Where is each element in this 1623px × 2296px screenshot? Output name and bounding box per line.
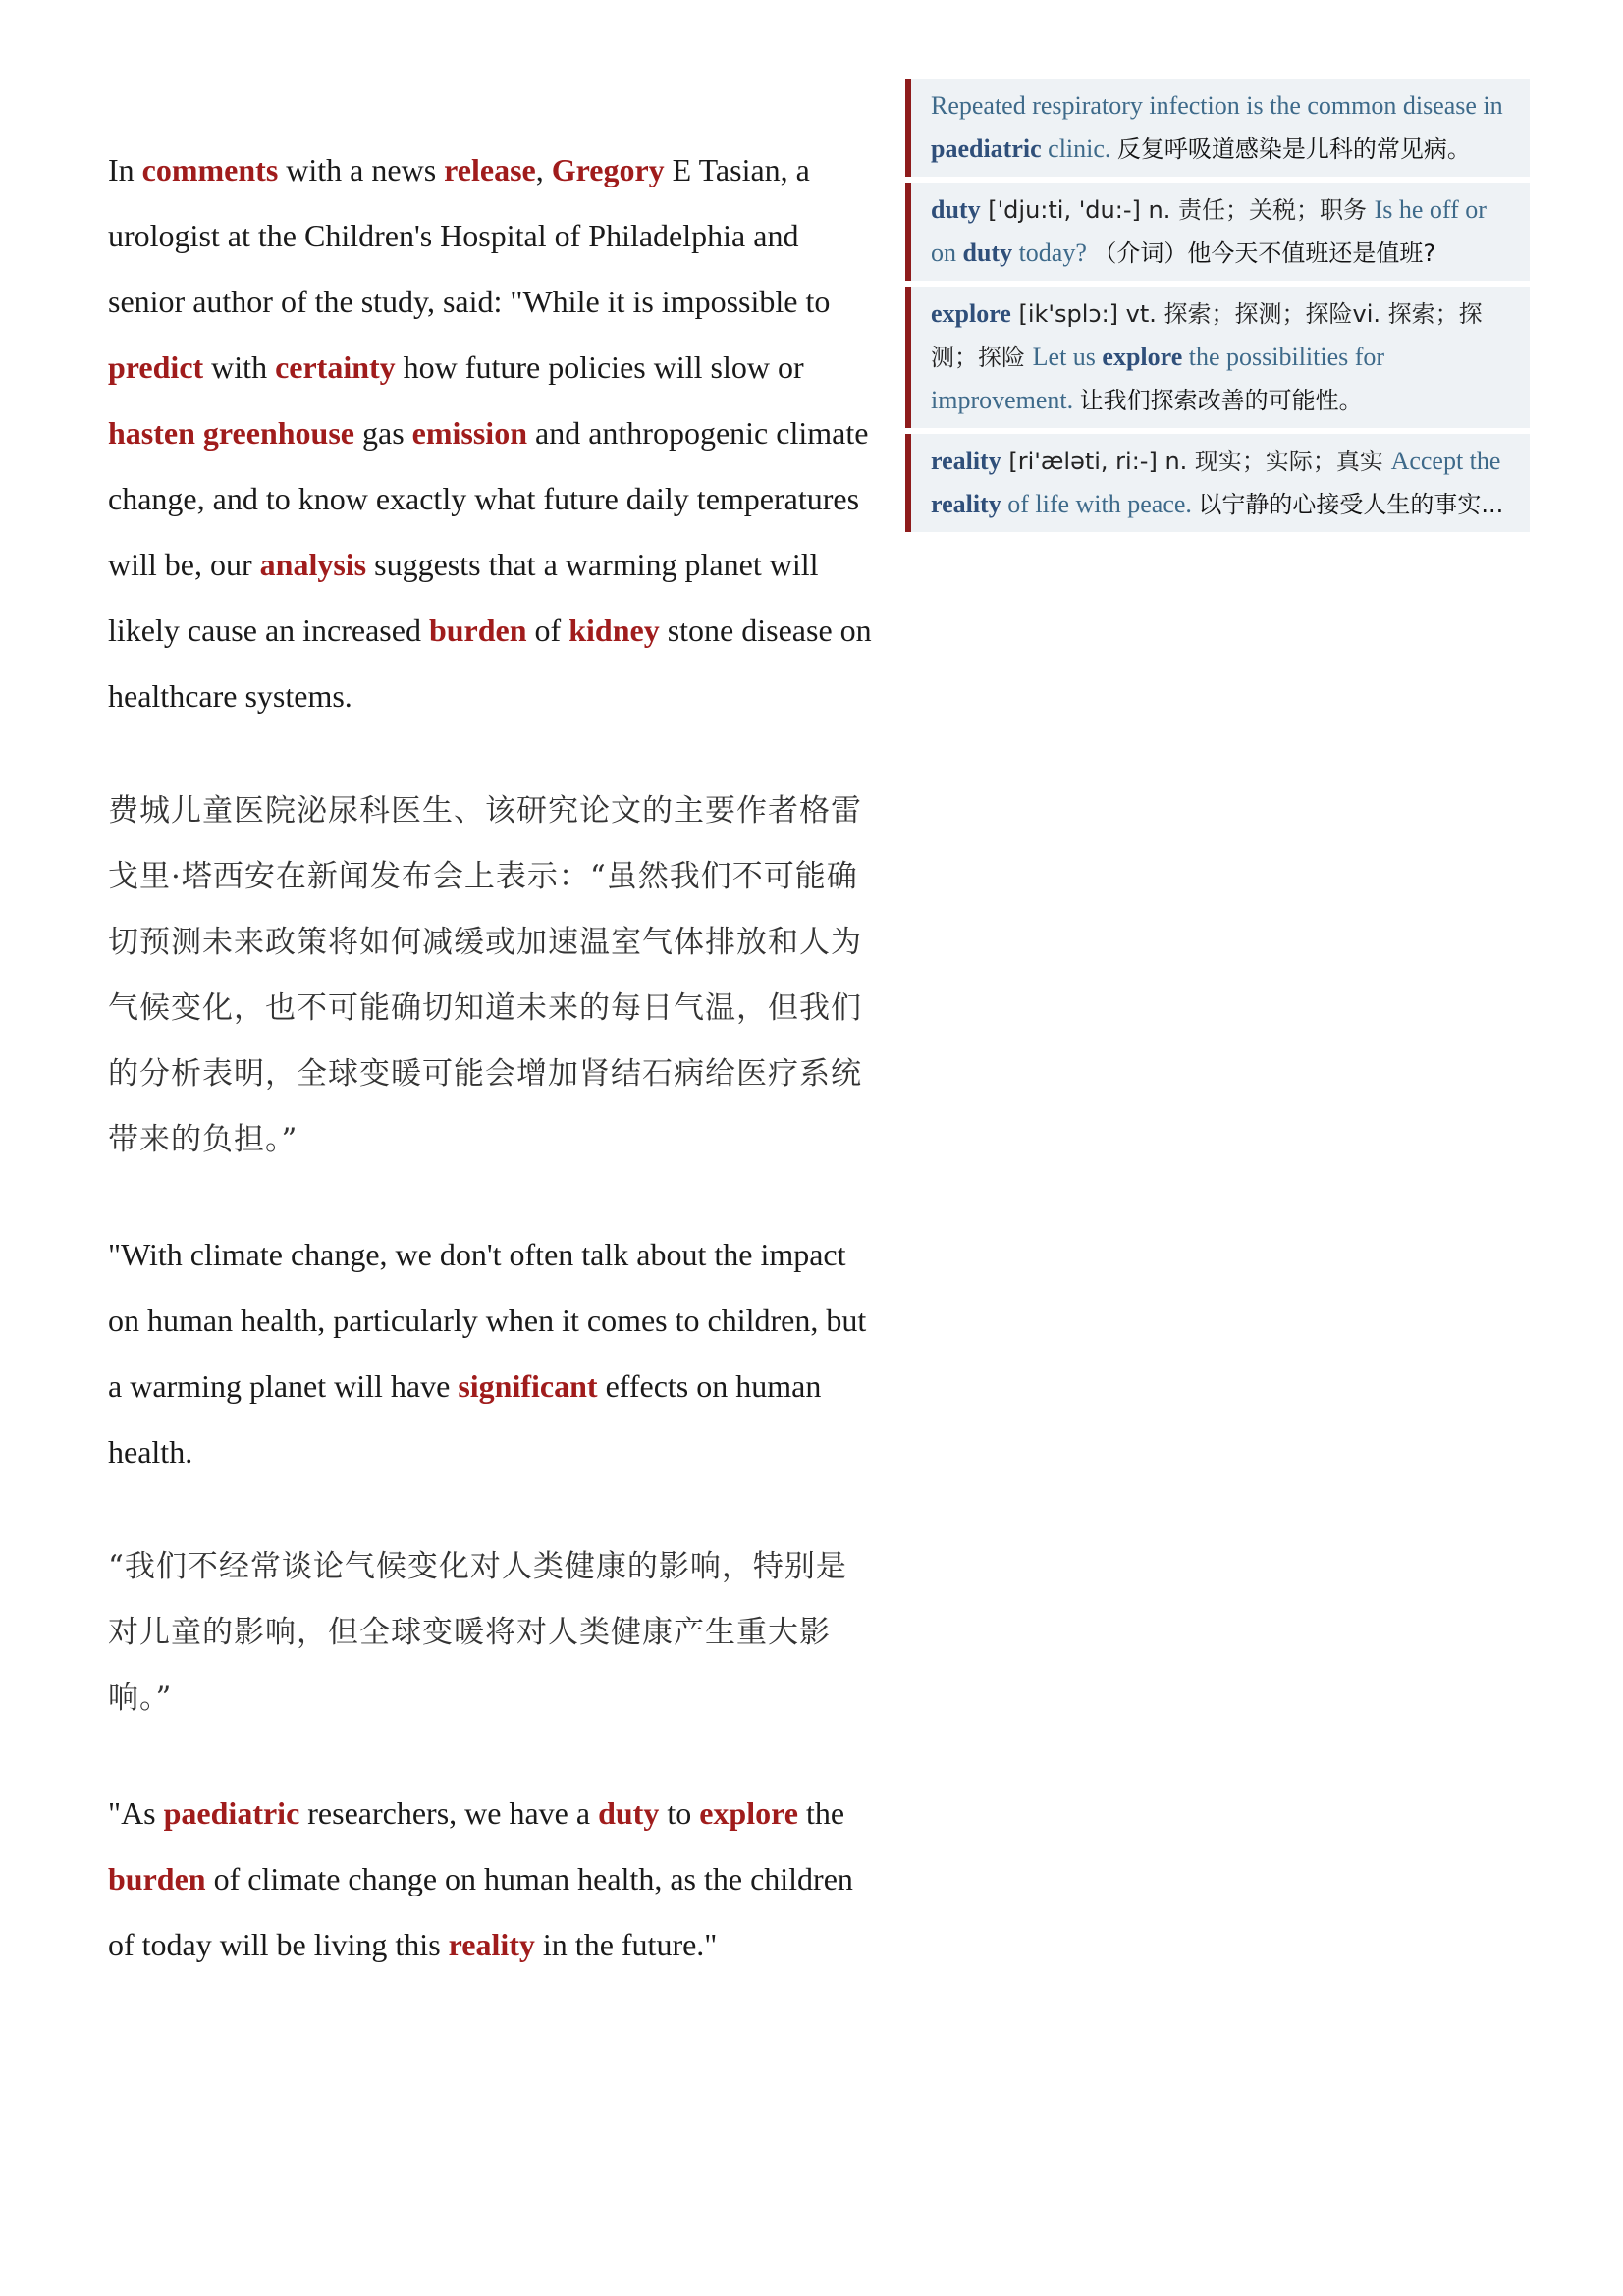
glossary-card-paediatric — [905, 79, 1530, 177]
paragraph-p3 — [108, 1222, 876, 1485]
glossary-example: Let us — [1032, 343, 1103, 371]
glossary-card-explore — [905, 287, 1530, 428]
paragraph-text: "As — [108, 1795, 164, 1831]
glossary-example-keyword: paediatric — [931, 134, 1042, 163]
glossary-example: Is he off or on — [931, 195, 1487, 267]
paragraph-text: effects on human health. — [108, 1368, 822, 1469]
glossary-pronunciation: [ri'æləti, ri:-] — [1001, 448, 1165, 475]
paragraph-text: "With climate change, we don't often talk about the impact on human health, particularly when it comes to children, but a warming planet will have — [108, 1237, 867, 1404]
glossary-example: Repeated respiratory infection is the common disease in — [931, 91, 1503, 120]
highlighted-word: hasten — [108, 415, 195, 451]
glossary-headword: duty — [931, 195, 981, 224]
glossary-pronunciation: [ik'splɔ:] — [1010, 300, 1126, 328]
highlighted-word: explore — [699, 1795, 798, 1831]
paragraph-text: in the future." — [534, 1927, 718, 1962]
glossary-example: today? — [1012, 239, 1094, 267]
paragraph-text: “我们不经常谈论气候变化对人类健康的影响，特别是对儿童的影响，但全球变暖将对人类健康产生重大影响。” — [108, 1549, 847, 1716]
highlighted-word: duty — [598, 1795, 660, 1831]
highlighted-word: analysis — [259, 547, 367, 582]
glossary-definition: n. 责任；关税；职务 — [1148, 196, 1375, 224]
paragraph-text: of climate change on human health, as the children of today will be living this — [108, 1861, 853, 1962]
paragraph-text: 费城儿童医院泌尿科医生、该研究论文的主要作者格雷戈里·塔西安在新闻发布会上表示：“虽然我们不可能确切预测未来政策将如何减缓或加速温室气体排放和人为气候变化，也不可能确切知道未来的每日气温，但我们的分析表明，全球变暖可能会增加肾结石病给医疗系统带来的负担。” — [108, 793, 862, 1157]
glossary-definition: vt. 探索；探测；探险vi. 探索；探测；探险 — [931, 300, 1483, 371]
glossary-headword: reality — [931, 447, 1001, 475]
paragraph-text: to — [659, 1795, 700, 1831]
paragraph-text: and anthropogenic climate change, and to know exactly what future daily temperatures will be, our — [108, 415, 869, 582]
glossary-translation: （介词）他今天不值班还是值班? — [1093, 240, 1436, 267]
vocabulary-sidebar — [905, 79, 1530, 538]
glossary-definition: n. 现实；实际；真实 — [1164, 448, 1391, 475]
highlighted-word: release — [444, 152, 536, 187]
glossary-example-keyword: duty — [962, 239, 1013, 267]
paragraph-text: , — [535, 152, 552, 187]
paragraph-text: the — [797, 1795, 845, 1831]
paragraph-text: of — [526, 613, 569, 648]
glossary-pronunciation: ['dju:ti, 'du:-] — [980, 196, 1149, 224]
glossary-translation: 让我们探索改善的可能性。 — [1079, 387, 1363, 414]
article-body — [108, 137, 876, 2027]
paragraph-text: suggests that a warming planet will likely cause an increased — [108, 547, 819, 648]
highlighted-word: Gregory — [551, 152, 665, 187]
highlighted-word: certainty — [275, 349, 396, 385]
glossary-example: of life with peace. — [1001, 490, 1199, 518]
paragraph-text: researchers, we have a — [299, 1795, 599, 1831]
paragraph-text: gas — [353, 415, 412, 451]
highlighted-word: paediatric — [163, 1795, 300, 1831]
paragraph-p1 — [108, 137, 876, 729]
glossary-translation: 以宁静的心接受人生的事实... — [1198, 491, 1504, 518]
glossary-card-duty — [905, 183, 1530, 281]
paragraph-text: In — [108, 152, 142, 187]
paragraph-text: how future policies will slow or — [395, 349, 804, 385]
highlighted-word: comments — [141, 152, 279, 187]
paragraph-text: E Tasian, a urologist at the Children's Hospital of Philadelphia and senior author of the study, said: "While it is impossible to — [108, 152, 831, 319]
glossary-example: the possibilities for improvement. — [931, 343, 1385, 414]
paragraph-text: with — [203, 349, 276, 385]
glossary-example: Accept the — [1390, 447, 1501, 475]
highlighted-word: emission — [411, 415, 527, 451]
paragraph-text: stone disease on healthcare systems. — [108, 613, 872, 714]
glossary-example-keyword: explore — [1102, 343, 1183, 371]
paragraph-p4 — [108, 1534, 876, 1732]
paragraph-p2 — [108, 778, 876, 1173]
glossary-card-reality — [905, 434, 1530, 532]
glossary-translation: 反复呼吸道感染是儿科的常见病。 — [1116, 135, 1471, 163]
paragraph-text — [195, 415, 203, 451]
glossary-headword: explore — [931, 299, 1011, 328]
glossary-example-keyword: reality — [931, 490, 1001, 518]
highlighted-word: greenhouse — [202, 415, 354, 451]
highlighted-word: burden — [108, 1861, 206, 1896]
highlighted-word: reality — [448, 1927, 535, 1962]
highlighted-word: burden — [428, 613, 527, 648]
highlighted-word: kidney — [568, 613, 660, 648]
paragraph-p5 — [108, 1781, 876, 1978]
highlighted-word: predict — [108, 349, 204, 385]
paragraph-text: with a news — [278, 152, 445, 187]
highlighted-word: significant — [458, 1368, 598, 1404]
glossary-example: clinic. — [1041, 134, 1117, 163]
